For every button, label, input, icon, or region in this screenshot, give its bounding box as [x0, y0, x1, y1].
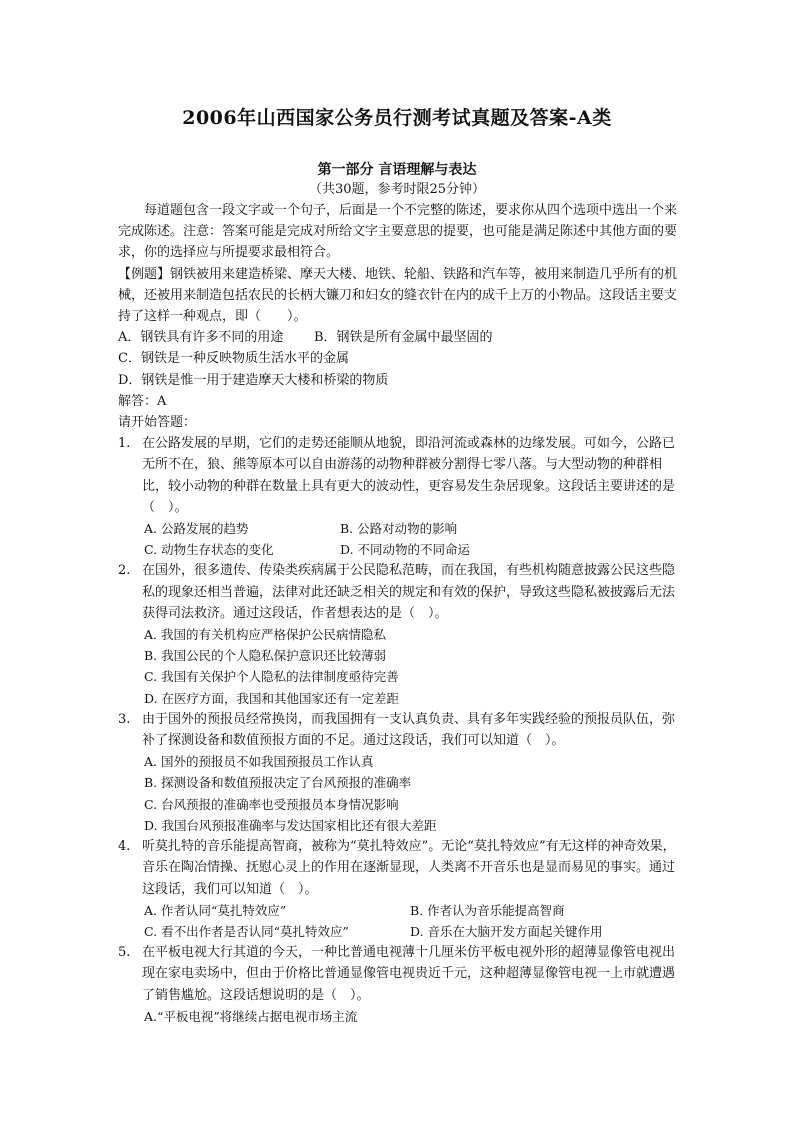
- option-a: A.“平板电视”将继续占据电视市场主流: [144, 1008, 358, 1024]
- option-c: C. 看不出作者是否认同“莫扎特效应”: [144, 923, 349, 939]
- example-option-b: B．钢铁是所有金属中最坚固的: [314, 330, 493, 346]
- question-number: 3.: [118, 711, 131, 727]
- option-d: D. 不同动物的不同命运: [340, 542, 471, 558]
- option-c: C. 我国有关保护个人隐私的法律制度亟待完善: [144, 669, 399, 685]
- example-answer: 解答：A: [118, 393, 167, 409]
- option-d: D. 在医疗方面，我国和其他国家还有一定差距: [144, 690, 400, 706]
- question-number: 1.: [118, 436, 131, 452]
- question-text: 在公路发展的早期，它们的走势还能顺从地貌，即沿河流或森林的边缘发展。可如今，公路已无所不在，狼、熊等原本可以自由游荡的动物种群被分割得七零八落。与大型动物的种群相比，较小动物的种群在数量上具有更大的波动性，更容易发生杂居现象。这段话主要讲述的是（ ）。: [142, 436, 676, 515]
- section-subtitle: （共30题，参考时限25分钟）: [308, 182, 486, 197]
- question-text: 听莫扎特的音乐能提高智商，被称为“莫扎特效应”。无论“莫扎特效应”有无这样的神奇效果，音乐在陶冶情操、抚慰心灵上的作用在逐渐显现，人类离不开音乐也是显而易见的事实。通过这段话，我们可以知道（ ）。: [142, 839, 676, 897]
- option-a: A. 作者认同“莫扎特效应”: [144, 902, 287, 918]
- option-b: B. 探测设备和数值预报决定了台风预报的准确率: [144, 775, 412, 791]
- question-1-options-row-2: [144, 539, 678, 560]
- document-title: 2006年山西国家公务员行测考试真题及答案-A类: [182, 107, 612, 129]
- instructions-paragraph: 每道题包含一段文字或一个句子，后面是一个不完整的陈述，要求你从四个选项中选出一个来完成陈述。注意：答案可能是完成对所给文字主要意思的提要，也可能是满足陈述中其他方面的要求，你的选择应与所提要求最相符合。: [118, 203, 678, 261]
- question-number: 2.: [118, 563, 131, 579]
- option-a: A. 我国的有关机构应严格保护公民病情隐私: [144, 627, 386, 643]
- question-5: [118, 942, 678, 1006]
- question-4-options-row-2: [144, 921, 678, 942]
- option-b: B. 我国公民的个人隐私保护意识还比较薄弱: [144, 648, 387, 664]
- option-a: A. 国外的预报员不如我国预报员工作认真: [144, 754, 374, 770]
- question-1-options-row-1: [144, 518, 678, 539]
- option-c: C. 台风预报的准确率也受预报员本身情况影响: [144, 796, 399, 812]
- question-number: 5.: [118, 945, 131, 961]
- example-option-a: A．钢铁具有许多不同的用途: [118, 330, 284, 346]
- question-3: [118, 709, 678, 751]
- example-options-row: [118, 327, 678, 348]
- option-a: A. 公路发展的趋势: [144, 521, 249, 537]
- question-4: [118, 836, 678, 900]
- option-c: C. 动物生存状态的变化: [144, 542, 274, 558]
- question-4-options-row-1: [144, 900, 678, 921]
- question-1: [118, 433, 678, 518]
- example-question: 【例题】钢铁被用来建造桥梁、摩天大楼、地铁、轮船、铁路和汽车等，被用来制造几乎所有的机械，还被用来制造包括农民的长柄大镰刀和妇女的缝衣针在内的成千上万的小物品。这段话主要支持了这样一种观点，即（ ）。: [118, 266, 678, 325]
- option-b: B. 作者认为音乐能提高智商: [410, 902, 565, 918]
- example-option-d: D．钢铁是惟一用于建造摩天大楼和桥梁的物质: [118, 372, 389, 388]
- option-b: B. 公路对动物的影响: [340, 521, 458, 537]
- example-option-c: C．钢铁是一种反映物质生活水平的金属: [118, 351, 349, 367]
- question-text: 由于国外的预报员经常换岗，而我国拥有一支认真负责、具有多年实践经验的预报员队伍，弥补了探测设备和数值预报方面的不足。通过这段话，我们可以知道（ ）。: [142, 711, 676, 749]
- question-text: 在国外，很多遗传、传染类疾病属于公民隐私范畴，而在我国，有些机构随意披露公民这些隐私的现象还相当普遍，法律对此还缺乏相关的规定和有效的保护，导致这些隐私被披露后无法获得司法救济。通过这段话，作者想表达的是（ ）。: [142, 563, 676, 621]
- option-d: D. 音乐在大脑开发方面起关键作用: [410, 923, 603, 939]
- option-d: D. 我国台风预报准确率与发达国家相比还有很大差距: [144, 817, 437, 833]
- question-text: 在平板电视大行其道的今天，一种比普通电视薄十几厘米仿平板电视外形的超薄显像管电视出现在家电卖场中，但由于价格比普通显像管电视贵近千元，这种超薄显像管电视一上市就遭遇了销售尴尬。这段话想说明的是（ ）。: [142, 945, 676, 1003]
- section-title: 第一部分 言语理解与表达: [317, 162, 477, 178]
- start-label: 请开始答题：: [118, 415, 197, 431]
- question-2: [118, 560, 678, 624]
- document-body: [118, 200, 678, 1027]
- question-number: 4.: [118, 839, 131, 855]
